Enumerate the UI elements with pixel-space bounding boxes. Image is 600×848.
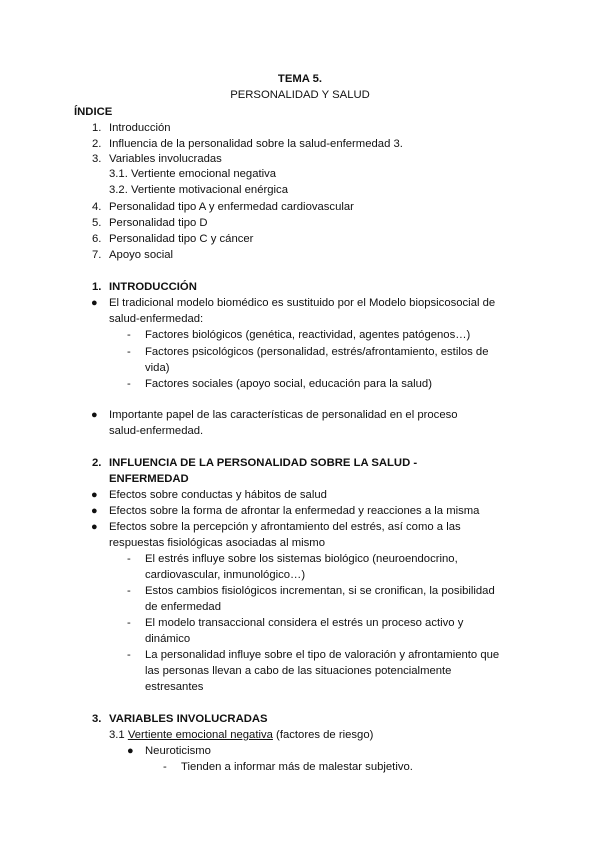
section-1-number: 1. [92, 281, 102, 293]
subitem-line: las personas llevan a cabo de las situaciones potencialmente [145, 665, 452, 677]
section-2-number: 2. [92, 457, 102, 469]
paragraph-line: Efectos sobre la percepción y afrontamiento del estrés, así como a las [109, 521, 461, 533]
paragraph-line: Importante papel de las características de personalidad en el proceso [109, 409, 458, 421]
subitem-line: Estos cambios fisiológicos incrementan, si se cronifican, la posibilidad [145, 585, 495, 597]
section-2-heading: ENFERMEDAD [109, 473, 189, 485]
index-num: 6. [92, 233, 102, 245]
bullet-icon: ● [91, 505, 98, 517]
section-1-heading: INTRODUCCIÓN [109, 281, 197, 293]
paragraph-line: salud-enfermedad. [109, 425, 204, 437]
paragraph-line: El tradicional modelo biomédico es sustituido por el Modelo biopsicosocial de [109, 297, 496, 309]
paragraph-line: Efectos sobre conductas y hábitos de salud [109, 489, 327, 501]
subitem-line: cardiovascular, inmunológico…) [145, 569, 306, 581]
subitem-line: El estrés influye sobre los sistemas biológico (neuroendocrino, [145, 553, 458, 565]
index-num: 5. [92, 217, 102, 229]
subitem-line: Factores sociales (apoyo social, educación para la salud) [145, 378, 432, 390]
subsection-heading [109, 728, 373, 742]
subsection-suffix: (factores de riesgo) [272, 729, 374, 741]
index-item: Personalidad tipo A y enfermedad cardiovascular [109, 201, 354, 213]
index-subitem: 3.2. Vertiente motivacional enérgica [109, 184, 288, 196]
section-3-number: 3. [92, 713, 102, 725]
dash-icon: - [127, 649, 131, 661]
subsection-prefix: 3.1 [109, 729, 128, 741]
dash-icon: - [127, 585, 131, 597]
section-3-heading: VARIABLES INVOLUCRADAS [109, 713, 268, 725]
index-item: Influencia de la personalidad sobre la salud-enfermedad 3. [109, 138, 403, 150]
dash-icon: - [163, 761, 167, 773]
index-num: 7. [92, 249, 102, 261]
index-num: 2. [92, 138, 102, 150]
section-2-heading: INFLUENCIA DE LA PERSONALIDAD SOBRE LA SALUD - [109, 457, 418, 469]
subitem-line: Tienden a informar más de malestar subjetivo. [181, 761, 413, 773]
subitem-line: La personalidad influye sobre el tipo de valoración y afrontamiento que [145, 649, 500, 661]
subitem-line: estresantes [145, 681, 204, 693]
dash-icon: - [127, 553, 131, 565]
index-heading: ÍNDICE [74, 106, 113, 118]
paragraph-line: respuestas fisiológicas asociadas al mismo [109, 537, 325, 549]
bullet-icon: ● [91, 409, 98, 421]
bullet-icon: ● [91, 489, 98, 501]
subsection-link: Vertiente emocional negativa [127, 729, 273, 741]
page-title: TEMA 5. [277, 73, 323, 85]
dash-icon: - [127, 617, 131, 629]
subitem-line: de enfermedad [145, 601, 221, 613]
index-item: Apoyo social [109, 249, 174, 261]
paragraph-line: salud-enfermedad: [109, 313, 204, 325]
dash-icon: - [127, 346, 131, 358]
paragraph-line: Neuroticismo [145, 745, 211, 757]
paragraph-line: Efectos sobre la forma de afrontar la enfermedad y reacciones a la misma [109, 505, 480, 517]
index-item: Personalidad tipo D [109, 217, 208, 229]
page-subtitle: PERSONALIDAD Y SALUD [230, 89, 370, 101]
index-item: Introducción [109, 122, 171, 134]
dash-icon: - [127, 378, 131, 390]
subitem-line: Factores biológicos (genética, reactividad, agentes patógenos…) [145, 329, 471, 341]
dash-icon: - [127, 329, 131, 341]
subitem-line: vida) [145, 362, 170, 374]
bullet-icon: ● [127, 745, 134, 757]
index-num: 1. [92, 122, 102, 134]
index-num: 3. [92, 153, 102, 165]
subitem-line: El modelo transaccional considera el estrés un proceso activo y [145, 617, 464, 629]
index-item: Variables involucradas [109, 153, 222, 165]
bullet-icon: ● [91, 297, 98, 309]
index-num: 4. [92, 201, 102, 213]
subitem-line: Factores psicológicos (personalidad, estrés/afrontamiento, estilos de [145, 346, 489, 358]
index-subitem: 3.1. Vertiente emocional negativa [109, 168, 277, 180]
subitem-line: dinámico [145, 633, 191, 645]
index-item: Personalidad tipo C y cáncer [109, 233, 254, 245]
bullet-icon: ● [91, 521, 98, 533]
